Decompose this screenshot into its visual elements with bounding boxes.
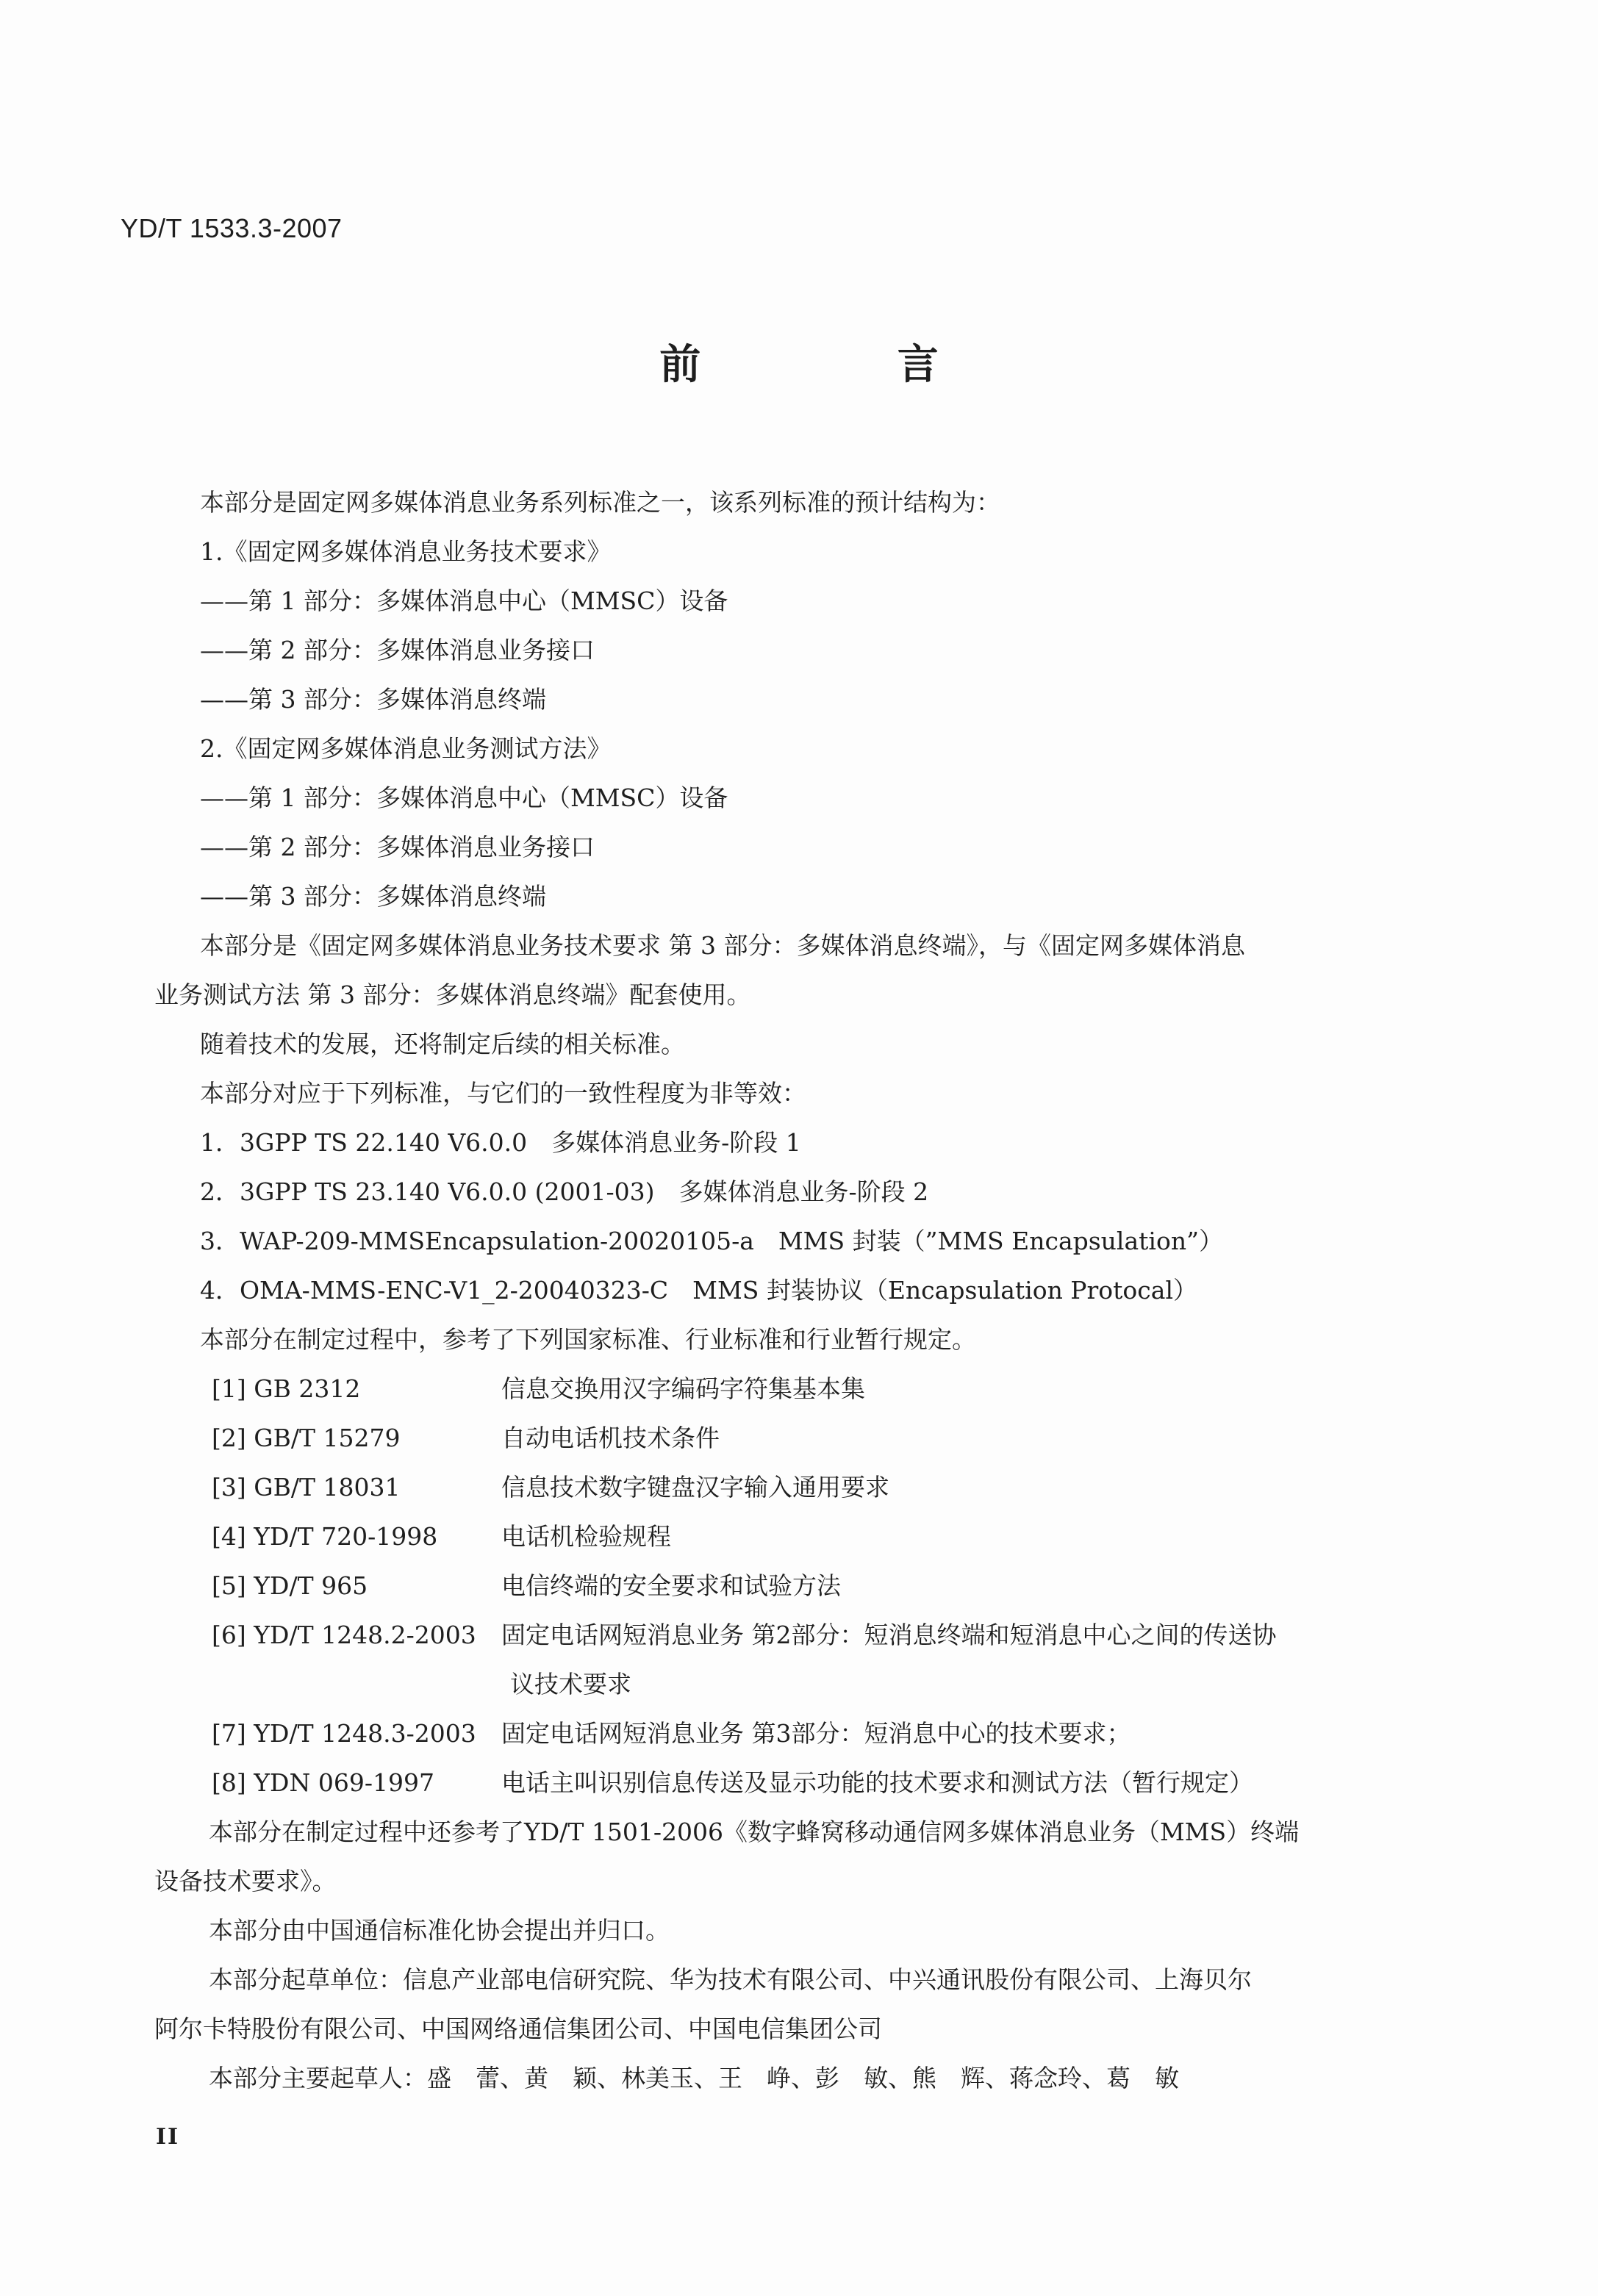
reference-title: 固定电话网短消息业务 第2部分：短消息终端和短消息中心之间的传送协 bbox=[501, 1621, 1277, 1649]
references-intro: 本部分在制定过程中，参考了下列国家标准、行业标准和行业暂行规定。 bbox=[200, 1325, 976, 1354]
correspondence-item-4: 4．OMA-MMS-ENC-V1_2-20040323-C MMS 封装协议（Encapsulation Protocal） bbox=[200, 1276, 1197, 1305]
drafting-units-line1: 本部分起草单位：信息产业部电信研究院、华为技术有限公司、中兴通讯股份有限公司、上海贝尔 bbox=[209, 1965, 1252, 1994]
page-number: II bbox=[156, 2124, 180, 2150]
reference-item bbox=[154, 1610, 1470, 1660]
reference-title: 电话主叫识别信息传送及显示功能的技术要求和测试方法（暂行规定） bbox=[501, 1768, 1253, 1797]
also-referenced-line1: 本部分在制定过程中还参考了YD/T 1501-2006《数字蜂窝移动通信网多媒体消息业务（MMS）终端 bbox=[209, 1818, 1300, 1846]
correspondence-paragraph: 本部分对应于下列标准，与它们的一致性程度为非等效： bbox=[200, 1079, 806, 1108]
reference-code: [3] GB/T 18031 bbox=[212, 1473, 401, 1502]
reference-item bbox=[154, 1561, 1470, 1610]
reference-title: 信息技术数字键盘汉字输入通用要求 bbox=[501, 1473, 889, 1502]
also-referenced-line2: 设备技术要求》。 bbox=[154, 1867, 337, 1895]
reference-title: 电话机检验规程 bbox=[501, 1522, 671, 1551]
correspondence-item-3: 3．WAP-209-MMSEncapsulation-20020105-a MMS 封装（”MMS Encapsulation”） bbox=[200, 1227, 1223, 1255]
reference-item bbox=[154, 1364, 1470, 1413]
reference-item bbox=[154, 1758, 1470, 1807]
reference-title: 固定电话网短消息业务 第3部分：短消息中心的技术要求； bbox=[501, 1719, 1131, 1748]
reference-item bbox=[154, 1463, 1470, 1512]
reference-title: 信息交换用汉字编码字符集基本集 bbox=[501, 1374, 865, 1403]
series2-part1: ——第 1 部分：多媒体消息中心（MMSC）设备 bbox=[200, 783, 728, 812]
reference-item bbox=[154, 1512, 1470, 1561]
reference-title: 自动电话机技术条件 bbox=[501, 1424, 720, 1452]
reference-code: [6] YD/T 1248.2-2003 bbox=[212, 1621, 476, 1649]
document-body bbox=[154, 478, 1470, 2103]
future-paragraph: 随着技术的发展，还将制定后续的相关标准。 bbox=[200, 1030, 685, 1058]
reference-title: 电信终端的安全要求和试验方法 bbox=[501, 1571, 841, 1600]
reference-code: [7] YD/T 1248.3-2003 bbox=[212, 1719, 476, 1748]
proposer-paragraph: 本部分由中国通信标准化协会提出并归口。 bbox=[209, 1916, 670, 1945]
series1-title: 1.《固定网多媒体消息业务技术要求》 bbox=[200, 537, 612, 566]
document-id: YD/T 1533.3-2007 bbox=[121, 213, 343, 243]
series2-part2: ——第 2 部分：多媒体消息业务接口 bbox=[200, 833, 595, 861]
companion-paragraph-line2: 业务测试方法 第 3 部分：多媒体消息终端》配套使用。 bbox=[154, 980, 751, 1009]
drafting-units-line2: 阿尔卡特股份有限公司、中国网络通信集团公司、中国电信集团公司 bbox=[154, 2015, 882, 2043]
series2-part3: ——第 3 部分：多媒体消息终端 bbox=[200, 882, 546, 911]
correspondence-item-1: 1．3GPP TS 22.140 V6.0.0 多媒体消息业务-阶段 1 bbox=[200, 1128, 801, 1157]
reference-item bbox=[154, 1709, 1470, 1758]
series1-part1: ——第 1 部分：多媒体消息中心（MMSC）设备 bbox=[200, 586, 728, 615]
series1-part2: ——第 2 部分：多媒体消息业务接口 bbox=[200, 636, 595, 664]
series2-title: 2.《固定网多媒体消息业务测试方法》 bbox=[200, 734, 612, 763]
reference-code: [4] YD/T 720-1998 bbox=[212, 1522, 438, 1551]
series1-part3: ——第 3 部分：多媒体消息终端 bbox=[200, 685, 546, 714]
reference-code: [1] GB 2312 bbox=[212, 1374, 361, 1403]
reference-title-continuation: 议技术要求 bbox=[510, 1670, 631, 1698]
intro-paragraph: 本部分是固定网多媒体消息业务系列标准之一，该系列标准的预计结构为： bbox=[200, 488, 1000, 517]
reference-code: [8] YDN 069-1997 bbox=[212, 1768, 434, 1797]
reference-item bbox=[154, 1413, 1470, 1463]
reference-code: [5] YD/T 965 bbox=[212, 1571, 368, 1600]
companion-paragraph-line1: 本部分是《固定网多媒体消息业务技术要求 第 3 部分：多媒体消息终端》，与《固定网多媒体消息 bbox=[200, 931, 1245, 960]
drafters-paragraph: 本部分主要起草人：盛 蕾、黄 颖、林美玉、王 峥、彭 敏、熊 辉、蒋念玲、葛 敏 bbox=[209, 2064, 1179, 2092]
reference-code: [2] GB/T 15279 bbox=[212, 1424, 401, 1452]
correspondence-item-2: 2．3GPP TS 23.140 V6.0.0 (2001-03) 多媒体消息业务-阶段 2 bbox=[200, 1177, 929, 1206]
page-title: 前 言 bbox=[659, 341, 1030, 389]
